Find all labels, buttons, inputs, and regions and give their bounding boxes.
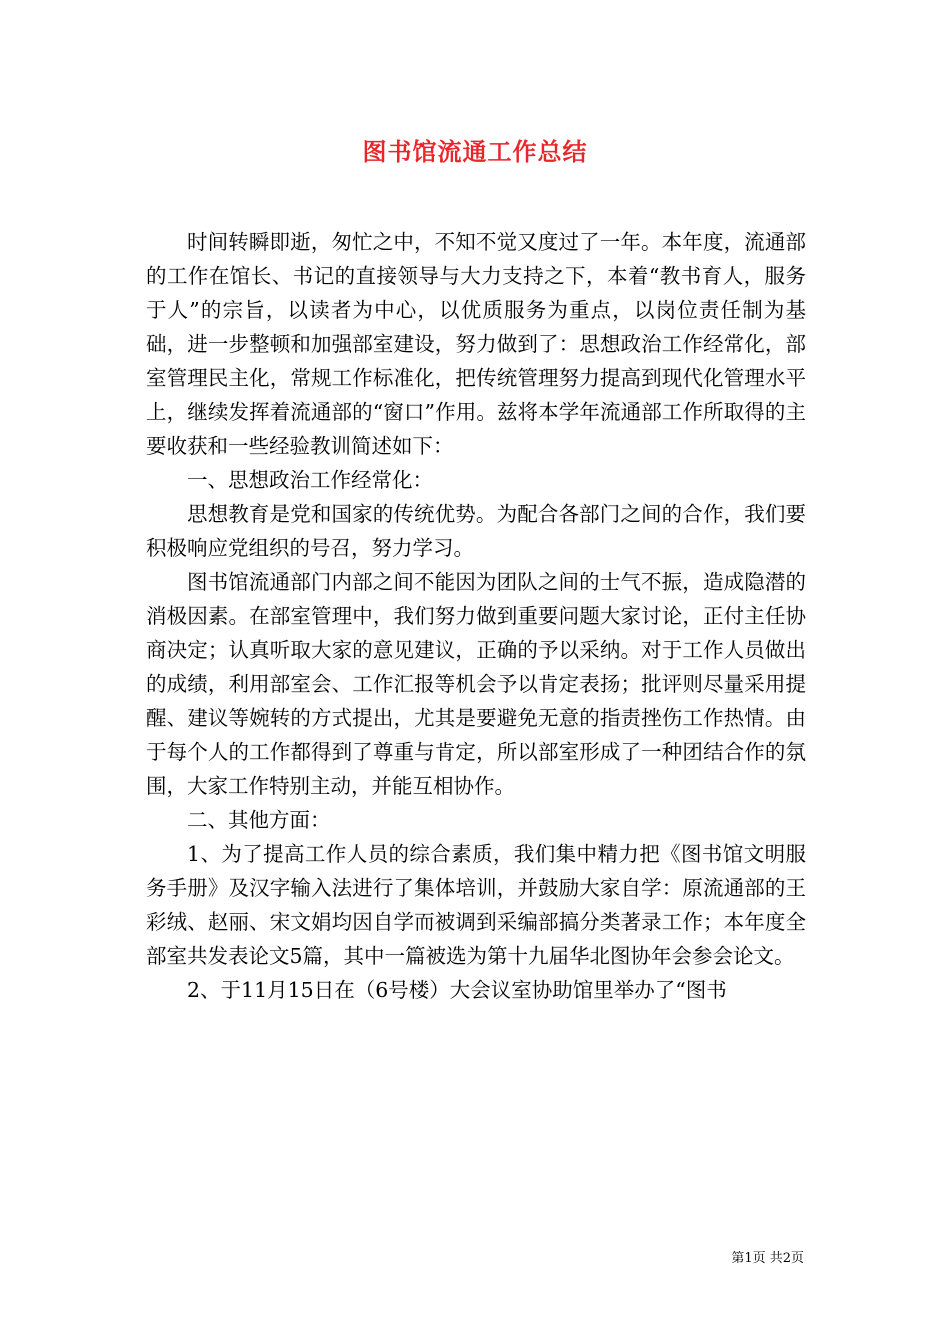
paragraph: 图书馆流通部门内部之间不能因为团队之间的士气不振，造成隐潜的消极因素。在部室管理中，我们努力做到重要问题大家讨论，正付主任协商决定；认真听取大家的意见建议，正确的予以采纳。对于工作人员做出的成绩，利用部室会、工作汇报等机会予以肯定表扬；批评则尽量采用提醒、建议等婉转的方式提出，尤其是要避免无意的指责挫伤工作热情。由于每个人的工作都得到了尊重与肯定，所以部室形成了一种团结合作的氛围，大家工作特别主动，并能互相协作。 (146, 570, 806, 798)
paragraph: 1、为了提高工作人员的综合素质，我们集中精力把《图书馆文明服务手册》及汉字输入法进行了集体培训，并鼓励大家自学：原流通部的王彩绒、赵丽、宋文娟均因自学而被调到采编部搞分类著录工作；本年度全部室共发表论文5篇，其中一篇被选为第十九届华北图协年会参会论文。 (146, 842, 806, 968)
page-number: 第1页 共2页 (731, 1251, 804, 1266)
paragraph: 思想教育是党和国家的传统优势。为配合各部门之间的合作，我们要积极响应党组织的号召，努力学习。 (146, 502, 806, 560)
document-body (146, 225, 806, 1007)
paragraph-intro: 时间转瞬即逝，匆忙之中，不知不觉又度过了一年。本年度，流通部的工作在馆长、书记的直接领导与大力支持之下，本着“教书育人，服务于人”的宗旨，以读者为中心，以优质服务为重点，以岗位责任制为基础，进一步整顿和加强部室建设，努力做到了：思想政治工作经常化，部室管理民主化，常规工作标准化，把传统管理努力提高到现代化管理水平上，继续发挥着流通部的“窗口”作用。兹将本学年流通部工作所取得的主要收获和一些经验教训简述如下： (146, 230, 806, 458)
section-heading-2: 二、其他方面： (187, 808, 331, 832)
section-heading-1: 一、思想政治工作经常化： (187, 468, 433, 492)
document-title: 图书馆流通工作总结 (362, 137, 588, 166)
paragraph: 2、于11月15日在（6号楼）大会议室协助馆里举办了“图书 (187, 978, 727, 1002)
